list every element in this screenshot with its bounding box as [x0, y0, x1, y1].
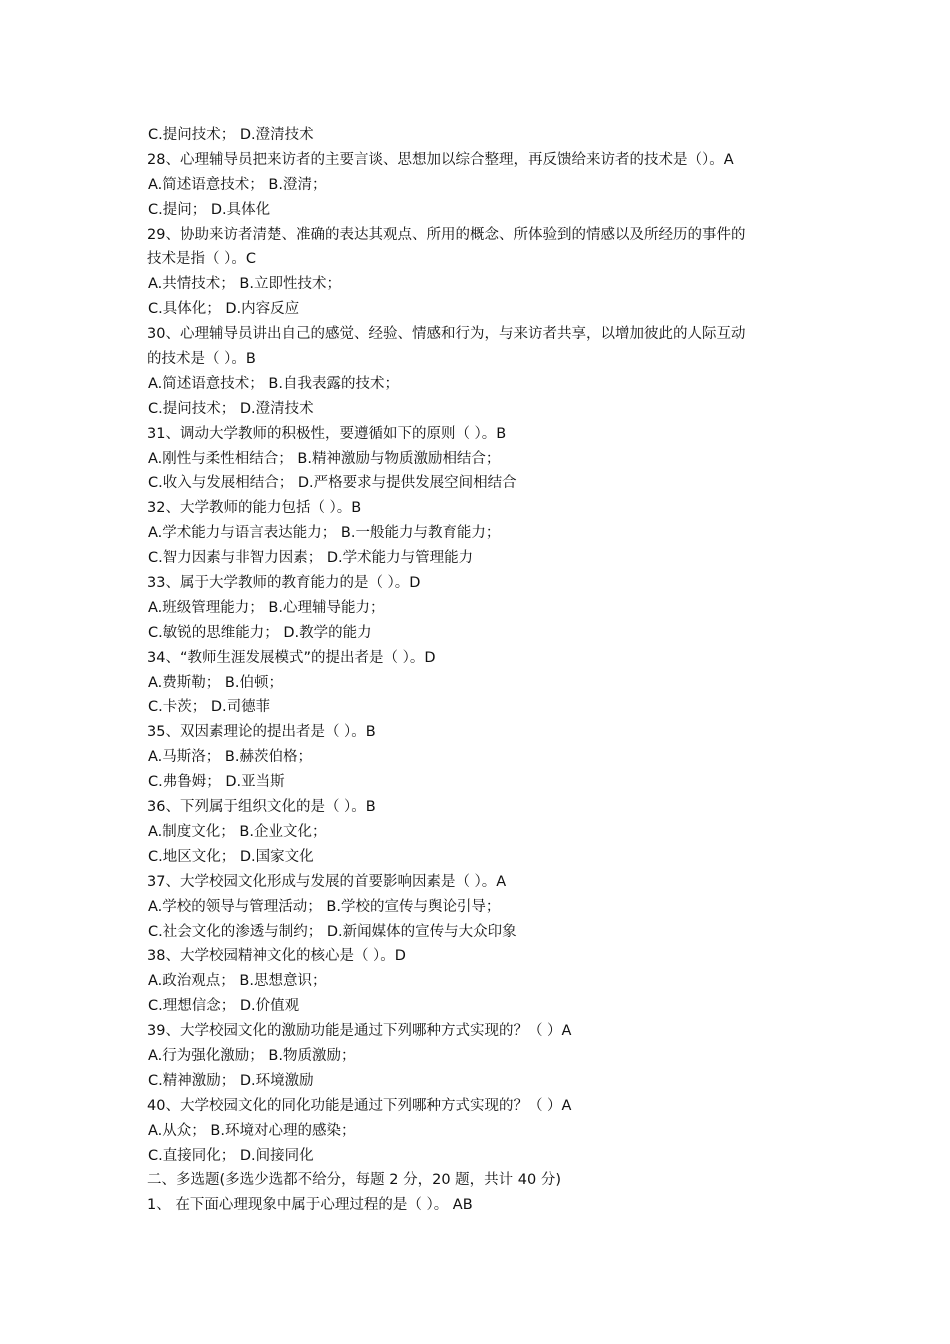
question-line: 33、属于大学教师的教育能力的是（ ）。D — [147, 575, 421, 592]
question-line: 32、大学教师的能力包括（ ）。B — [147, 500, 362, 517]
question-line: 31、调动大学教师的积极性，要遵循如下的原则（ ）。B — [147, 425, 507, 442]
section-heading: 二、多选题(多选少选都不给分，每题 2 分，20 题，共计 40 分) — [147, 1172, 561, 1189]
option-line: A.学校的领导与管理活动； B.学校的宣传与舆论引导； — [148, 898, 501, 915]
option-line: C.直接同化； D.间接同化 — [148, 1147, 314, 1164]
question-line: 29、协助来访者清楚、准确的表达其观点、所用的概念、所体验到的情感以及所经历的事件的 — [147, 226, 746, 243]
question-line: 35、双因素理论的提出者是（ ）。B — [147, 724, 376, 741]
question-line: 28、心理辅导员把来访者的主要言谈、思想加以综合整理，再反馈给来访者的技术是（）。A — [147, 151, 734, 168]
question-line: 30、心理辅导员讲出自己的感觉、经验、情感和行为，与来访者共享，以增加彼此的人际互动 — [147, 326, 746, 343]
question-line: 40、大学校园文化的同化功能是通过下列哪种方式实现的？（ ）A — [147, 1097, 572, 1114]
option-line: A.政治观点； B.思想意识； — [148, 973, 327, 990]
option-line: A.刚性与柔性相结合； B.精神激励与物质激励相结合； — [148, 450, 501, 467]
option-line: C.提问技术； D.澄清技术 — [148, 400, 314, 417]
option-line: A.费斯勒； B.伯顿； — [148, 674, 283, 691]
option-line: A.制度文化； B.企业文化； — [148, 823, 327, 840]
option-line: C.精神激励； D.环境激励 — [148, 1072, 314, 1089]
option-line: C.地区文化； D.国家文化 — [148, 848, 314, 865]
question-line: 34、“教师生涯发展模式”的提出者是（ ）。D — [147, 649, 436, 666]
document-page — [147, 123, 827, 1218]
option-line: A.行为强化激励； B.物质激励； — [148, 1047, 356, 1064]
option-line: A.简述语意技术； B.自我表露的技术； — [148, 375, 399, 392]
option-line: C.社会文化的渗透与制约； D.新闻媒体的宣传与大众印象 — [148, 923, 517, 940]
option-line: C.弗鲁姆； D.亚当斯 — [148, 774, 285, 791]
question-line: 37、大学校园文化形成与发展的首要影响因素是（ ）。A — [147, 873, 507, 890]
option-line: C.具体化； D.内容反应 — [148, 301, 300, 318]
question-line: 1、 在下面心理现象中属于心理过程的是（ ）。 AB — [147, 1197, 473, 1214]
option-line: C.卡茨； D.司德菲 — [148, 699, 271, 716]
option-line: A.简述语意技术； B.澄清； — [148, 176, 327, 193]
question-line: 38、大学校园精神文化的核心是（ ）。D — [147, 948, 406, 965]
option-line: C.理想信念； D.价值观 — [148, 998, 300, 1015]
question-line: 技术是指（ ）。C — [147, 251, 256, 268]
option-line: A.从众； B.环境对心理的感染； — [148, 1122, 356, 1139]
question-line: 的技术是（ ）。B — [147, 351, 256, 368]
question-line: 39、大学校园文化的激励功能是通过下列哪种方式实现的？（ ）A — [147, 1023, 572, 1040]
option-line: C.智力因素与非智力因素； D.学术能力与管理能力 — [148, 550, 474, 567]
option-line: C.敏锐的思维能力； D.教学的能力 — [148, 624, 372, 641]
option-line: A.马斯洛； B.赫茨伯格； — [148, 749, 312, 766]
question-line: 36、下列属于组织文化的是（ ）。B — [147, 799, 376, 816]
option-line: A.学术能力与语言表达能力； B.一般能力与教育能力； — [148, 525, 501, 542]
option-line: A.共情技术； B.立即性技术； — [148, 276, 341, 293]
option-line: C.收入与发展相结合； D.严格要求与提供发展空间相结合 — [148, 475, 517, 492]
option-line: C.提问技术； D.澄清技术 — [148, 127, 314, 143]
option-line: C.提问； D.具体化 — [148, 201, 271, 218]
option-line: A.班级管理能力； B.心理辅导能力； — [148, 599, 385, 616]
